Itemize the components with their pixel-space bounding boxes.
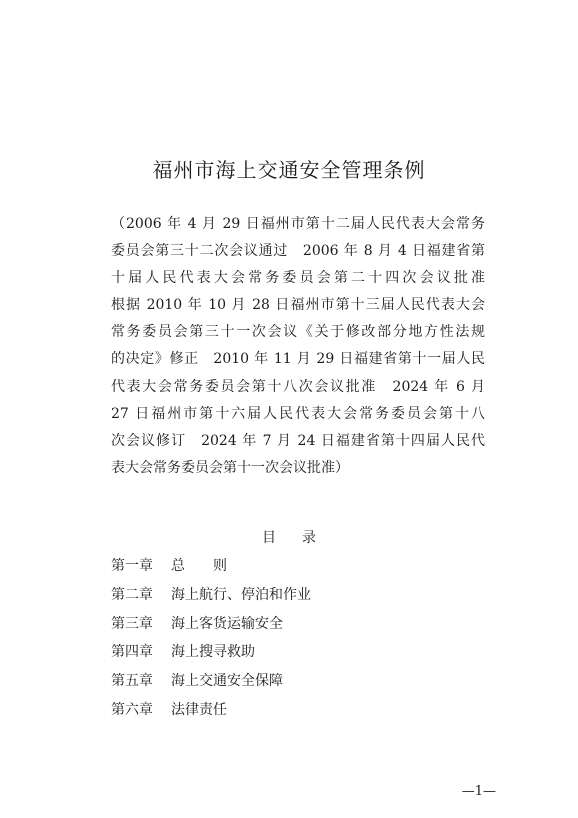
toc-chapter-number: 第二章 <box>111 586 153 603</box>
toc-item-chapter-2[interactable] <box>111 584 491 613</box>
toc-chapter-number: 第一章 <box>111 558 153 574</box>
legislative-history-note <box>111 211 485 482</box>
preamble-line: （2006 年 4 月 29 日福州市第十二届人民代表大会常务 <box>111 216 485 232</box>
table-of-contents <box>111 555 491 728</box>
preamble-line: 次会议修订 2024 年 7 月 24 日福建省第十四届人民代 <box>111 432 485 449</box>
toc-chapter-number: 第六章 <box>111 701 153 718</box>
preamble-line: 表大会常务委员会第十一次会议批准） <box>111 459 349 476</box>
preamble-line: 委员会第三十二次会议通过 2006 年 8 月 4 日福建省第 <box>111 243 485 260</box>
preamble-line: 十届人民代表大会常务委员会第二十四次会议批准 <box>111 270 485 287</box>
toc-chapter-number: 第四章 <box>111 644 153 661</box>
toc-chapter-name: 总 则 <box>171 558 227 574</box>
toc-chapter-name: 法律责任 <box>171 701 227 718</box>
preamble-line: 27 日福州市第十六届人民代表大会常务委员会第十八 <box>111 405 485 422</box>
toc-item-chapter-3[interactable] <box>111 613 491 642</box>
toc-item-chapter-6[interactable] <box>111 699 491 728</box>
toc-chapter-name: 海上搜寻救助 <box>171 644 255 661</box>
toc-chapter-name: 海上客货运输安全 <box>171 615 283 632</box>
preamble-line: 常务委员会第三十一次会议《关于修改部分地方性法规 <box>111 324 485 341</box>
preamble-line: 根据 2010 年 10 月 28 日福州市第十三届人民代表大会 <box>111 297 485 314</box>
toc-chapter-number: 第五章 <box>111 673 153 690</box>
toc-chapter-name: 海上航行、停泊和作业 <box>171 586 311 603</box>
preamble-line: 的决定》修正 2010 年 11 月 29 日福建省第十一届人民 <box>111 351 485 368</box>
toc-item-chapter-5[interactable] <box>111 670 491 699</box>
table-of-contents-heading: 目录 <box>262 530 342 546</box>
toc-chapter-name: 海上交通安全保障 <box>171 673 283 690</box>
document-title: 福州市海上交通安全管理条例 <box>152 158 426 182</box>
toc-item-chapter-4[interactable] <box>111 641 491 670</box>
page-number: —1— <box>461 784 496 799</box>
preamble-line: 代表大会常务委员会第十八次会议批准 2024 年 6 月 <box>111 378 485 395</box>
toc-item-chapter-1[interactable] <box>111 555 491 584</box>
toc-chapter-number: 第三章 <box>111 615 153 632</box>
